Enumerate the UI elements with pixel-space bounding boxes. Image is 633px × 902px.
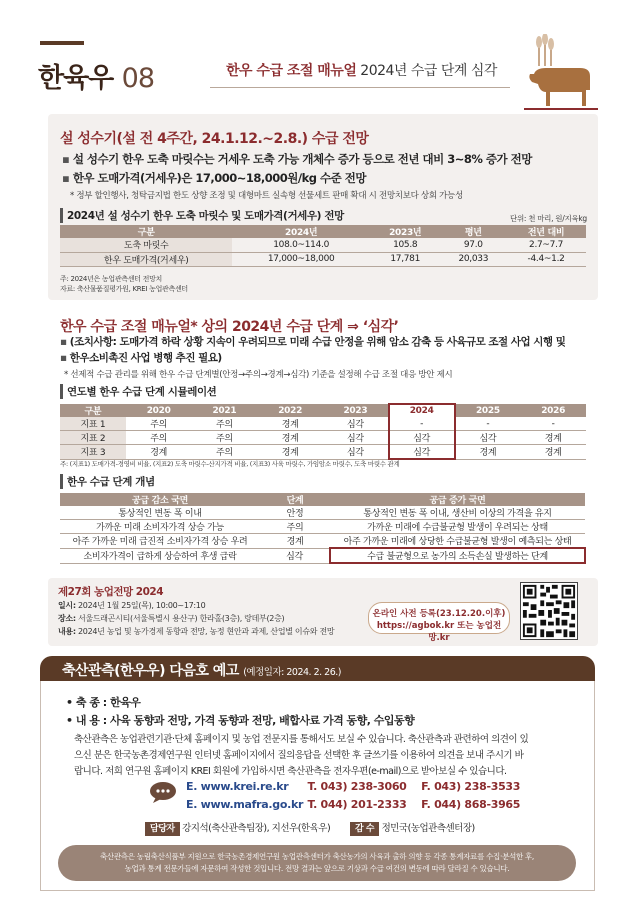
table-cell: 97.0 bbox=[440, 238, 506, 252]
col-header: 구분 bbox=[60, 225, 232, 238]
sim-title: 연도별 한우 수급 단계 시뮬레이션 bbox=[60, 384, 216, 399]
notice-date: (예정일자: 2024. 2. 26.) bbox=[243, 667, 341, 678]
col-header-2024: 2024 bbox=[389, 404, 455, 417]
table-cell: 주의 bbox=[192, 417, 258, 431]
table-cell: 심각 bbox=[389, 445, 455, 460]
supervisor-tag: 감 수 bbox=[350, 822, 379, 836]
event-date-label: 일시: bbox=[58, 601, 76, 610]
table-cell: 통상적인 변동 폭 이내 bbox=[60, 506, 260, 520]
table-cell: 주의 bbox=[192, 445, 258, 460]
col-header: 2023년 bbox=[370, 225, 441, 238]
col-header: 2023 bbox=[323, 404, 389, 417]
sec2-summary-2: ▪ 한우소비촉진 사업 병행 추진 필요) bbox=[60, 350, 222, 365]
table-cell: 주의 bbox=[260, 520, 330, 534]
sec2-title: 한우 수급 조절 매뉴얼* 상의 2024년 수급 단계 ⇒ ‘심각’ bbox=[60, 319, 399, 335]
event-place-label: 장소: bbox=[58, 614, 76, 623]
cow-icon bbox=[520, 34, 602, 112]
table-row bbox=[60, 252, 586, 266]
header-title-accent: 한우 수급 조절 매뉴얼 bbox=[226, 63, 357, 79]
col-header: 평년 bbox=[440, 225, 506, 238]
event-place-value: 서울드래곤시티(서울특별시 용산구) 한라홀(3층), 랑데부(2층) bbox=[78, 614, 285, 623]
content-value: 사육 동향과 전망, 가격 동향과 전망, 배합사료 가격 동향, 수입동향 bbox=[110, 714, 415, 727]
col-header: 공급 증가 국면 bbox=[330, 493, 585, 506]
stage-title: 한우 수급 단계 개념 bbox=[60, 474, 155, 489]
table-cell: 심각 bbox=[323, 431, 389, 445]
event-title: 제27회 농업전망 2024 bbox=[58, 586, 164, 598]
sec1-foot-2: 자료: 축산물품질평가원, KREI 농업관측센터 bbox=[60, 285, 188, 293]
contact-row-2 bbox=[186, 798, 520, 811]
footer-line-2: 농업과 통계 전문가들에 자문하여 작성한 것입니다. 전망 결과는 앞으로 기상과 수급 여건의 변동에 따라 달라질 수 있습니다. bbox=[124, 864, 510, 873]
sec1-table-title: 2024년 설 성수기 한우 도축 마릿수 및 도매가격(거세우) 전망 bbox=[60, 208, 344, 223]
registration-link[interactable]: https://agbok.kr 또는 농업전망.kr bbox=[376, 621, 502, 643]
event-date-value: 2024년 1월 25일(목), 10:00~17:10 bbox=[78, 601, 206, 610]
outlook-table bbox=[60, 225, 586, 267]
table-cell: 소비자가격이 급하게 상승하여 후생 급락 bbox=[60, 548, 260, 563]
table-row bbox=[60, 445, 586, 460]
table-cell: 한우 도매가격(거세우) bbox=[60, 252, 232, 266]
sec1-bullet-1: ▪ 설 성수기 한우 도축 마릿수는 거세우 도축 가능 개체수 증가 등으로 전년 대비 3~8% 증가 전망 bbox=[62, 151, 532, 167]
mafra-website-link[interactable]: E. www.mafra.go.kr bbox=[186, 798, 304, 811]
table-cell-highlight: 수급 불균형으로 농가의 소득손실 발생하는 단계 bbox=[330, 548, 585, 563]
table-row bbox=[60, 431, 586, 445]
sec1-note: * 정부 할인행사, 청탁금지법 한도 상향 조정 및 대형마트 실속형 선물세트 판매 확대 시 전망치보다 상회 가능성 bbox=[70, 191, 463, 201]
sec1-foot-1: 주: 2024년은 농업관측센터 전망치 bbox=[60, 275, 162, 283]
brand-name: 한육우 bbox=[38, 63, 114, 94]
col-header: 2021 bbox=[192, 404, 258, 417]
table-cell: 지표 3 bbox=[60, 445, 126, 460]
registration-label: 온라인 사전 등록(23.12.20.이후) bbox=[372, 609, 506, 619]
notice-title bbox=[62, 660, 341, 680]
table-cell: 경계 bbox=[260, 534, 330, 549]
krei-phone: T. 043) 238-3060 bbox=[307, 780, 407, 793]
event-content-label: 내용: bbox=[58, 627, 76, 636]
sim-foot: 주: (지표1) 도매가격-경영비 비율, (지표2) 도축 마릿수-산지가격 비율, (지표3) 사육 마릿수, 가임암소 마릿수, 도축 마릿수 관계 bbox=[60, 460, 400, 468]
supervisor-row bbox=[350, 820, 475, 834]
table-cell: 도축 마릿수 bbox=[60, 238, 232, 252]
mafra-fax: F. 044) 868-3965 bbox=[421, 798, 521, 811]
qr-code-icon[interactable] bbox=[520, 582, 578, 640]
species-label: 축 종 : bbox=[75, 696, 107, 709]
table-cell: 17,781 bbox=[370, 252, 441, 266]
table-cell: 경계 bbox=[126, 445, 192, 460]
table-row bbox=[60, 534, 585, 549]
table-cell: 108.0~114.0 bbox=[232, 238, 370, 252]
table-cell: 심각 bbox=[455, 431, 521, 445]
table-cell: 심각 bbox=[389, 431, 455, 445]
sec1-title: 설 성수기(설 전 4주간, 24.1.12.~2.8.) 수급 전망 bbox=[60, 131, 369, 147]
stage-table bbox=[60, 493, 586, 564]
table-row bbox=[60, 238, 586, 252]
table-cell: 경계 bbox=[455, 445, 521, 460]
footer-disclaimer bbox=[58, 845, 576, 881]
table-cell: - bbox=[455, 417, 521, 431]
mafra-phone: T. 044) 201-2333 bbox=[307, 798, 407, 811]
header-underline bbox=[210, 87, 510, 88]
krei-website-link[interactable]: E. www.krei.re.kr bbox=[186, 780, 289, 793]
content-label: 내 용 : bbox=[75, 714, 107, 727]
notice-para-1: 축산관측은 농업관련기관·단체 홈페이지 및 농업 전문지를 통해서도 보실 수 있습니다. 축산관측과 관련하여 의견이 있 bbox=[74, 734, 529, 745]
table-cell: 경계 bbox=[257, 445, 323, 460]
sec1-bullet-2: ▪ 한우 도매가격(거세우)은 17,000~18,000원/kg 수준 전망 bbox=[62, 170, 366, 186]
staff-row bbox=[145, 820, 330, 834]
col-header: 2020 bbox=[126, 404, 192, 417]
supervisor-name: 정민국(농업관측센터장) bbox=[381, 823, 475, 834]
notice-para-2: 으신 분은 한국농촌경제연구원 인터넷 홈페이지에서 질의응답을 선택한 후 글쓰기를 이용하여 의견을 보내 주시기 바 bbox=[74, 750, 524, 761]
header-title bbox=[226, 60, 497, 80]
col-header: 단계 bbox=[260, 493, 330, 506]
species-value: 한육우 bbox=[110, 696, 141, 709]
table-cell: 2.7~7.7 bbox=[506, 238, 586, 252]
table-cell: 20,033 bbox=[440, 252, 506, 266]
table-cell: 통상적인 변동 폭 이내, 생산비 이상의 가격을 유지 bbox=[330, 506, 585, 520]
table-cell: - bbox=[389, 417, 455, 431]
brand-title bbox=[38, 56, 154, 95]
event-date bbox=[58, 600, 205, 611]
event-content-value: 2024년 농업 및 농가경제 동향과 전망, 농정 현안과 과제, 산업별 이슈와 전망 bbox=[78, 627, 335, 636]
table-cell: -4.4~1.2 bbox=[506, 252, 586, 266]
table-row bbox=[60, 506, 585, 520]
table-cell: 심각 bbox=[323, 417, 389, 431]
sec2-note: * 선제적 수급 관리를 위해 한우 수급 단계별(안정→주의→경계→심각) 기준을 설정해 수급 조절 대응 방안 제시 bbox=[64, 370, 453, 380]
sec2-summary-1: ▪ (조치사항: 도매가격 하락 상황 지속이 우려되므로 미래 수급 안정을 위해 암소 감축 등 사육규모 조절 사업 시행 및 bbox=[60, 334, 565, 349]
table-cell: 105.8 bbox=[370, 238, 441, 252]
sec1-unit: 단위: 천 마리, 원/지육kg bbox=[510, 214, 587, 223]
issue-number: 08 bbox=[121, 63, 155, 94]
notice-para-3: 랍니다. 저희 연구원 홈페이지 KREI 회원에 가입하시면 축산관측을 전자우편(e-mail)으로 받아보실 수 있습니다. bbox=[74, 766, 507, 777]
header-title-rest: 2024년 수급 단계 심각 bbox=[356, 63, 497, 79]
chat-icon bbox=[148, 780, 178, 804]
col-header: 2025 bbox=[455, 404, 521, 417]
table-cell: 지표 1 bbox=[60, 417, 126, 431]
table-cell: 경계 bbox=[520, 431, 586, 445]
notice-title-text: 축산관측(한우우) 다음호 예고 bbox=[62, 663, 239, 679]
col-header: 2022 bbox=[257, 404, 323, 417]
table-row bbox=[60, 548, 585, 563]
col-header: 2024년 bbox=[232, 225, 370, 238]
table-row bbox=[60, 520, 585, 534]
table-cell: 안정 bbox=[260, 506, 330, 520]
table-cell: 지표 2 bbox=[60, 431, 126, 445]
staff-names: 강지석(축산관측팀장), 지선우(한육우) bbox=[182, 823, 331, 834]
table-cell: 경계 bbox=[257, 431, 323, 445]
krei-fax: F. 043) 238-3533 bbox=[421, 780, 521, 793]
table-cell: 심각 bbox=[323, 445, 389, 460]
simulation-table bbox=[60, 403, 586, 460]
table-cell: 17,000~18,000 bbox=[232, 252, 370, 266]
table-cell: 아주 가까운 미래에 상당한 수급불균형 발생이 예측되는 상태 bbox=[330, 534, 585, 549]
table-cell: 주의 bbox=[192, 431, 258, 445]
event-place bbox=[58, 613, 284, 624]
header-rule-top bbox=[40, 41, 84, 45]
staff-tag: 담당자 bbox=[145, 822, 180, 836]
table-cell: 가까운 미래 소비자가격 상승 가능 bbox=[60, 520, 260, 534]
contact-row-1 bbox=[186, 780, 520, 793]
table-cell: 가까운 미래에 수급불균형 발생이 우려되는 상태 bbox=[330, 520, 585, 534]
col-header: 전년 대비 bbox=[506, 225, 586, 238]
table-cell: 경계 bbox=[520, 445, 586, 460]
col-header: 구분 bbox=[60, 404, 126, 417]
col-header: 공급 감소 국면 bbox=[60, 493, 260, 506]
table-cell: 심각 bbox=[260, 548, 330, 563]
table-cell: 아주 가까운 미래 급진적 소비자가격 상승 우려 bbox=[60, 534, 260, 549]
event-content bbox=[58, 626, 334, 637]
table-row bbox=[60, 417, 586, 431]
col-header: 2026 bbox=[520, 404, 586, 417]
footer-line-1: 축산관측은 농림축산식품부 지원으로 한국농촌경제연구원 농업관측센터가 축산농가의 사육과 출하 의향 등 각종 통계자료를 수집·분석한 후, bbox=[99, 852, 535, 861]
notice-item-species: • 축 종 : 한육우 bbox=[66, 696, 141, 709]
registration-pill[interactable] bbox=[368, 602, 510, 643]
table-cell: 경계 bbox=[257, 417, 323, 431]
notice-item-content: • 내 용 : 사육 동향과 전망, 가격 동향과 전망, 배합사료 가격 동향, 수입동향 bbox=[66, 714, 415, 727]
table-cell: 주의 bbox=[126, 431, 192, 445]
table-cell: - bbox=[520, 417, 586, 431]
table-cell: 주의 bbox=[126, 417, 192, 431]
